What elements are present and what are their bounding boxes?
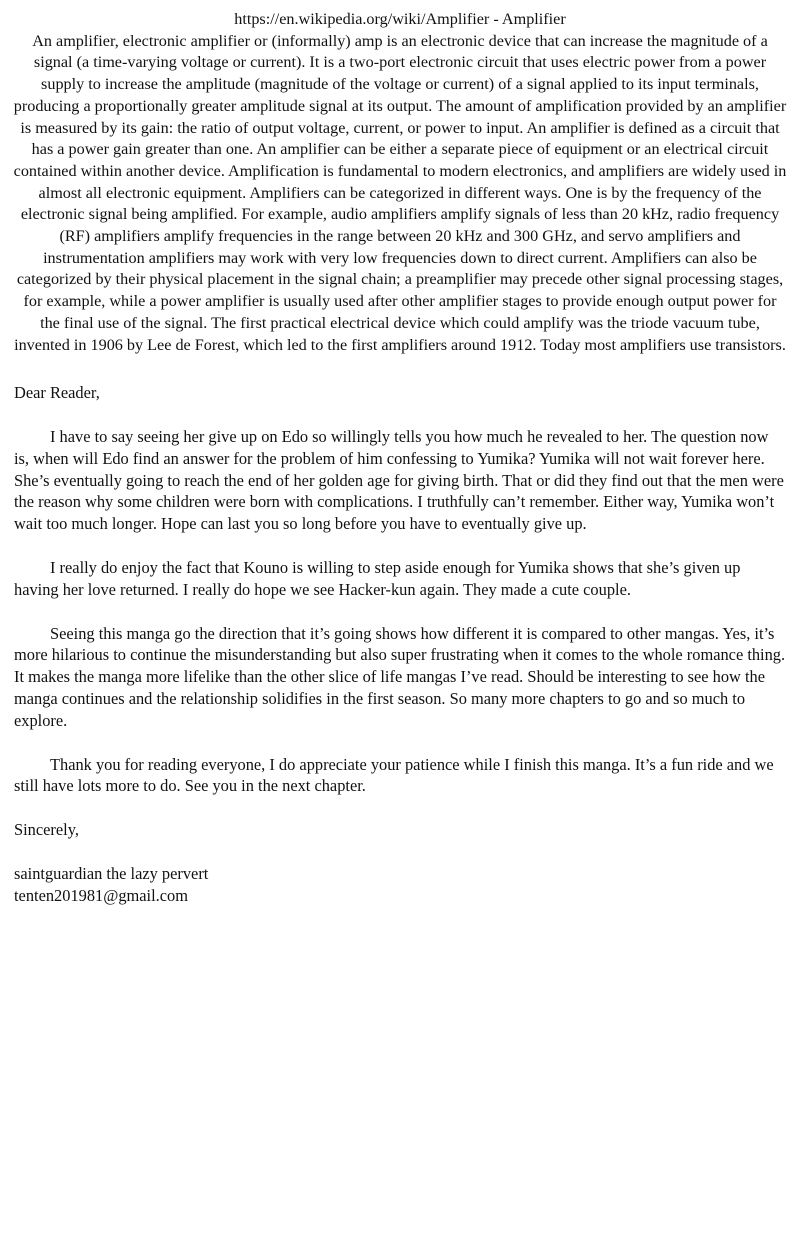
excerpt-body: An amplifier, electronic amplifier or (informally) amp is an electronic device that can increase the magnitude of a signal (a time-varying voltage or current). It is a two-port electronic circuit that uses electric power from a power supply to increase the amplitude (magnitude of the voltage or current) of a signal applied to its input terminals, producing a proportionally greater amplitude signal at its output. The amount of amplification provided by an amplifier is measured by its gain: the ratio of output voltage, current, or power to input. An amplifier is defined as a circuit that has a power gain greater than one. An amplifier can be either a separate piece of equipment or an electrical circuit contained within another device. Amplification is fundamental to modern electronics, and amplifiers are widely used in almost all electronic equipment. Amplifiers can be categorized in different ways. One is by the frequency of the electronic signal being amplified. For example, audio amplifiers amplify signals of less than 20 kHz, radio frequency (RF) amplifiers amplify frequencies in the range between 20 kHz and 300 GHz, and servo amplifiers and instrumentation amplifiers may work with very low frequencies down to direct current. Amplifiers can also be categorized by their physical placement in the signal chain; a preamplifier may precede other signal processing stages, for example, while a power amplifier is usually used after other amplifier stages to provide enough output power for the final use of the signal. The first practical electrical device which could amplify was the triode vacuum tube, invented in 1906 by Lee de Forest, which led to the first amplifiers around 1912. Today most amplifiers use transistors.	[13, 31, 787, 354]
letter-closing: Sincerely,	[14, 820, 79, 840]
letter-paragraph-4: Thank you for reading everyone, I do appreciate your patience while I finish this manga. It’s a fun ride and we still have lots more to do. See you in the next chapter.	[14, 754, 774, 796]
signature-email: tenten201981@gmail.com	[14, 885, 188, 905]
letter-paragraph-1: I have to say seeing her give up on Edo so willingly tells you how much he revealed to her. The question now is, when will Edo find an answer for the problem of him confessing to Yumika? Yumika will not wait forever here. She’s eventually going to reach the end of her golden age for giving birth. That or did they find out that the men were the reason why some children were born with complications. I truthfully can’t remember. Either way, Yumika won’t wait too much longer. Hope can last you so long before you have to eventually give up.	[14, 427, 784, 534]
excerpt-source-title: https://en.wikipedia.org/wiki/Amplifier - Amplifier	[234, 10, 566, 28]
letter-salutation: Dear Reader,	[14, 383, 100, 403]
wikipedia-excerpt	[0, 0, 800, 356]
letter-paragraph-2: I really do enjoy the fact that Kouno is willing to step aside enough for Yumika shows that she’s given up having her love returned. I really do hope we see Hacker-kun again. They made a cute couple.	[14, 558, 741, 599]
letter-signature	[14, 863, 786, 907]
letter-body	[0, 382, 800, 906]
letter-paragraph-3: Seeing this manga go the direction that it’s going shows how different it is compared to other mangas. Yes, it’s more hilarious to continue the misunderstanding but also super frustrating when it comes to the whole romance thing. It makes the manga more lifelike than the other slice of life mangas I’ve read. Should be interesting to see how the manga continues and the relationship solidifies in the first season. So many more chapters to go and so much to explore.	[14, 623, 786, 730]
signature-name: saintguardian the lazy pervert	[14, 864, 209, 883]
